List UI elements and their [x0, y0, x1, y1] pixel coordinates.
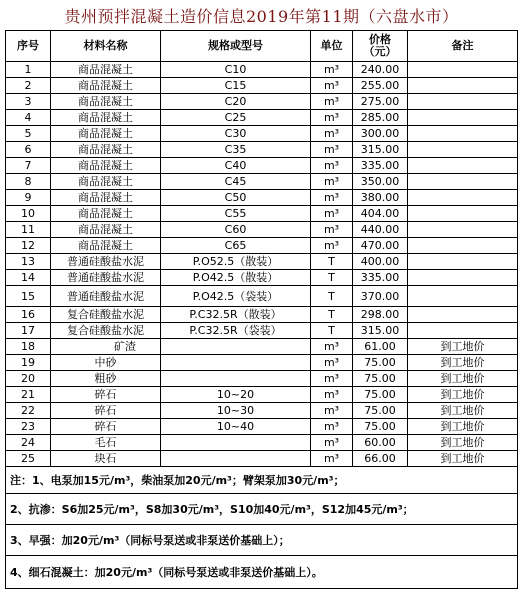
cell-unit: m³ [311, 371, 353, 387]
cell-price: 240.00 [353, 62, 408, 78]
cell-name: 普通硅酸盐水泥 [51, 270, 161, 286]
table-row [6, 222, 518, 238]
cell-price: 370.00 [353, 286, 408, 307]
cell-name: 商品混凝土 [51, 94, 161, 110]
cell-no: 17 [6, 323, 51, 339]
table-row [6, 62, 518, 78]
cell-price: 255.00 [353, 78, 408, 94]
cell-unit: m³ [311, 126, 353, 142]
cell-no: 21 [6, 387, 51, 403]
table-row [6, 238, 518, 254]
cell-price: 61.00 [353, 339, 408, 355]
cell-note [408, 270, 518, 286]
cell-spec: C20 [161, 94, 311, 110]
cell-no: 14 [6, 270, 51, 286]
cell-spec: P.O42.5（散装） [161, 270, 311, 286]
table-row [6, 190, 518, 206]
cell-name: 碎石 [51, 387, 161, 403]
cell-name: 商品混凝土 [51, 62, 161, 78]
cell-note [408, 323, 518, 339]
cell-price: 298.00 [353, 307, 408, 323]
header-note: 备注 [408, 31, 518, 62]
cell-no: 2 [6, 78, 51, 94]
cell-no: 8 [6, 174, 51, 190]
cell-price: 350.00 [353, 174, 408, 190]
cell-no: 19 [6, 355, 51, 371]
cell-no: 5 [6, 126, 51, 142]
table-row [6, 451, 518, 467]
cell-name: 商品混凝土 [51, 110, 161, 126]
cell-unit: m³ [311, 94, 353, 110]
cell-note [408, 110, 518, 126]
cell-unit: T [311, 254, 353, 270]
cell-no: 12 [6, 238, 51, 254]
cell-no: 25 [6, 451, 51, 467]
cell-note [408, 238, 518, 254]
cell-spec: C55 [161, 206, 311, 222]
cell-no: 4 [6, 110, 51, 126]
cell-unit: m³ [311, 190, 353, 206]
cell-unit: m³ [311, 142, 353, 158]
cell-spec: C10 [161, 62, 311, 78]
note-text: 3、早强：加20元/m³（同标号泵送或非泵送价基础上）； [6, 525, 518, 556]
cell-note [408, 158, 518, 174]
cell-note [408, 174, 518, 190]
cell-spec: C30 [161, 126, 311, 142]
cell-spec [161, 339, 311, 355]
cell-unit: m³ [311, 62, 353, 78]
table-row [6, 307, 518, 323]
cell-note: 到工地价 [408, 387, 518, 403]
cell-name: 商品混凝土 [51, 206, 161, 222]
cell-name: 中砂 [51, 355, 161, 371]
table-row [6, 94, 518, 110]
cell-spec: P.C32.5R（散装） [161, 307, 311, 323]
cell-name: 复合硅酸盐水泥 [51, 307, 161, 323]
cell-unit: m³ [311, 339, 353, 355]
cell-unit: m³ [311, 387, 353, 403]
cell-name: 碎石 [51, 419, 161, 435]
cell-no: 3 [6, 94, 51, 110]
cell-note [408, 126, 518, 142]
table-row [6, 270, 518, 286]
cell-spec: C60 [161, 222, 311, 238]
cell-no: 20 [6, 371, 51, 387]
cell-no: 22 [6, 403, 51, 419]
cell-unit: m³ [311, 419, 353, 435]
cell-note: 到工地价 [408, 419, 518, 435]
cell-no: 18 [6, 339, 51, 355]
cell-price: 440.00 [353, 222, 408, 238]
note-row [6, 525, 518, 556]
header-name: 材料名称 [51, 31, 161, 62]
table-row [6, 339, 518, 355]
cell-unit: m³ [311, 435, 353, 451]
cell-spec: 10~40 [161, 419, 311, 435]
header-unit: 单位 [311, 31, 353, 62]
cell-price: 285.00 [353, 110, 408, 126]
table-row [6, 355, 518, 371]
cell-price: 75.00 [353, 355, 408, 371]
cell-unit: m³ [311, 110, 353, 126]
cell-name: 商品混凝土 [51, 174, 161, 190]
cell-name: 商品混凝土 [51, 78, 161, 94]
cell-note: 到工地价 [408, 451, 518, 467]
cell-spec: 10~20 [161, 387, 311, 403]
header-row [6, 31, 518, 62]
header-spec: 规格或型号 [161, 31, 311, 62]
cell-note [408, 94, 518, 110]
cell-spec: C50 [161, 190, 311, 206]
cell-unit: T [311, 286, 353, 307]
cell-note [408, 222, 518, 238]
cell-note [408, 142, 518, 158]
cell-unit: m³ [311, 355, 353, 371]
cell-unit: m³ [311, 206, 353, 222]
table-row [6, 371, 518, 387]
table-row [6, 387, 518, 403]
cell-spec: C40 [161, 158, 311, 174]
cell-no: 24 [6, 435, 51, 451]
cell-name: 商品混凝土 [51, 158, 161, 174]
table-row [6, 78, 518, 94]
cell-note [408, 286, 518, 307]
cell-note: 到工地价 [408, 339, 518, 355]
cell-spec: C65 [161, 238, 311, 254]
table-row [6, 435, 518, 451]
cell-name: 商品混凝土 [51, 190, 161, 206]
cell-name: 复合硅酸盐水泥 [51, 323, 161, 339]
cell-name: 块石 [51, 451, 161, 467]
cell-spec: C15 [161, 78, 311, 94]
cell-spec [161, 451, 311, 467]
cell-no: 15 [6, 286, 51, 307]
cell-name: 商品混凝土 [51, 222, 161, 238]
cell-spec: P.O52.5（散装） [161, 254, 311, 270]
document-title: 贵州预拌混凝土造价信息2019年第11期（六盘水市） [64, 7, 459, 26]
cell-no: 13 [6, 254, 51, 270]
table-row [6, 206, 518, 222]
header-price: 价格 （元） [353, 31, 408, 62]
cell-spec [161, 355, 311, 371]
cell-price: 380.00 [353, 190, 408, 206]
cell-note [408, 254, 518, 270]
cell-no: 23 [6, 419, 51, 435]
cell-price: 66.00 [353, 451, 408, 467]
cell-no: 7 [6, 158, 51, 174]
cell-note: 到工地价 [408, 435, 518, 451]
cell-unit: m³ [311, 174, 353, 190]
cell-note [408, 62, 518, 78]
cell-name: 商品混凝土 [51, 238, 161, 254]
note-text: 注：1、电泵加15元/m³，柴油泵加20元/m³；臂架泵加30元/m³； [6, 467, 518, 494]
cell-note: 到工地价 [408, 371, 518, 387]
table-row [6, 323, 518, 339]
cell-note [408, 190, 518, 206]
note-text: 2、抗渗：S6加25元/m³，S8加30元/m³，S10加40元/m³，S12加45元/m³； [6, 494, 518, 525]
cell-price: 400.00 [353, 254, 408, 270]
cell-unit: m³ [311, 222, 353, 238]
cell-note [408, 78, 518, 94]
cell-price: 315.00 [353, 323, 408, 339]
cell-note [408, 206, 518, 222]
table-row [6, 158, 518, 174]
cell-spec: 10~30 [161, 403, 311, 419]
cell-no: 16 [6, 307, 51, 323]
cell-note [408, 307, 518, 323]
cell-note: 到工地价 [408, 355, 518, 371]
cell-spec: C25 [161, 110, 311, 126]
cell-name: 粗砂 [51, 371, 161, 387]
cell-price: 275.00 [353, 94, 408, 110]
table-row [6, 126, 518, 142]
price-table [5, 30, 518, 589]
cell-name: 毛石 [51, 435, 161, 451]
cell-unit: m³ [311, 158, 353, 174]
cell-spec: C35 [161, 142, 311, 158]
cell-spec: C45 [161, 174, 311, 190]
table-row [6, 254, 518, 270]
cell-price: 75.00 [353, 387, 408, 403]
cell-price: 300.00 [353, 126, 408, 142]
table-row [6, 286, 518, 307]
cell-no: 9 [6, 190, 51, 206]
cell-no: 1 [6, 62, 51, 78]
note-row [6, 494, 518, 525]
cell-no: 11 [6, 222, 51, 238]
cell-price: 335.00 [353, 270, 408, 286]
cell-price: 75.00 [353, 403, 408, 419]
cell-unit: m³ [311, 403, 353, 419]
cell-price: 60.00 [353, 435, 408, 451]
cell-unit: T [311, 307, 353, 323]
cell-name: 普通硅酸盐水泥 [51, 254, 161, 270]
cell-price: 404.00 [353, 206, 408, 222]
cell-unit: m³ [311, 451, 353, 467]
table-row [6, 142, 518, 158]
cell-name: 商品混凝土 [51, 126, 161, 142]
note-text: 4、细石混凝土：加20元/m³（同标号泵送或非泵送价基础上）。 [6, 556, 518, 589]
cell-no: 6 [6, 142, 51, 158]
cell-name: 普通硅酸盐水泥 [51, 286, 161, 307]
cell-unit: T [311, 270, 353, 286]
cell-spec [161, 435, 311, 451]
cell-price: 470.00 [353, 238, 408, 254]
header-no: 序号 [6, 31, 51, 62]
cell-price: 335.00 [353, 158, 408, 174]
note-row [6, 556, 518, 589]
cell-price: 75.00 [353, 419, 408, 435]
cell-no: 10 [6, 206, 51, 222]
cell-spec: P.C32.5R（袋装） [161, 323, 311, 339]
cell-spec: P.O42.5（袋装） [161, 286, 311, 307]
table-row [6, 403, 518, 419]
table-row [6, 419, 518, 435]
cell-unit: T [311, 323, 353, 339]
cell-spec [161, 371, 311, 387]
cell-name: 矿渣 [51, 339, 161, 355]
cell-note: 到工地价 [408, 403, 518, 419]
table-row [6, 110, 518, 126]
table-row [6, 174, 518, 190]
note-row [6, 467, 518, 494]
cell-name: 商品混凝土 [51, 142, 161, 158]
cell-unit: m³ [311, 238, 353, 254]
cell-price: 75.00 [353, 371, 408, 387]
cell-name: 碎石 [51, 403, 161, 419]
cell-price: 315.00 [353, 142, 408, 158]
cell-unit: m³ [311, 78, 353, 94]
